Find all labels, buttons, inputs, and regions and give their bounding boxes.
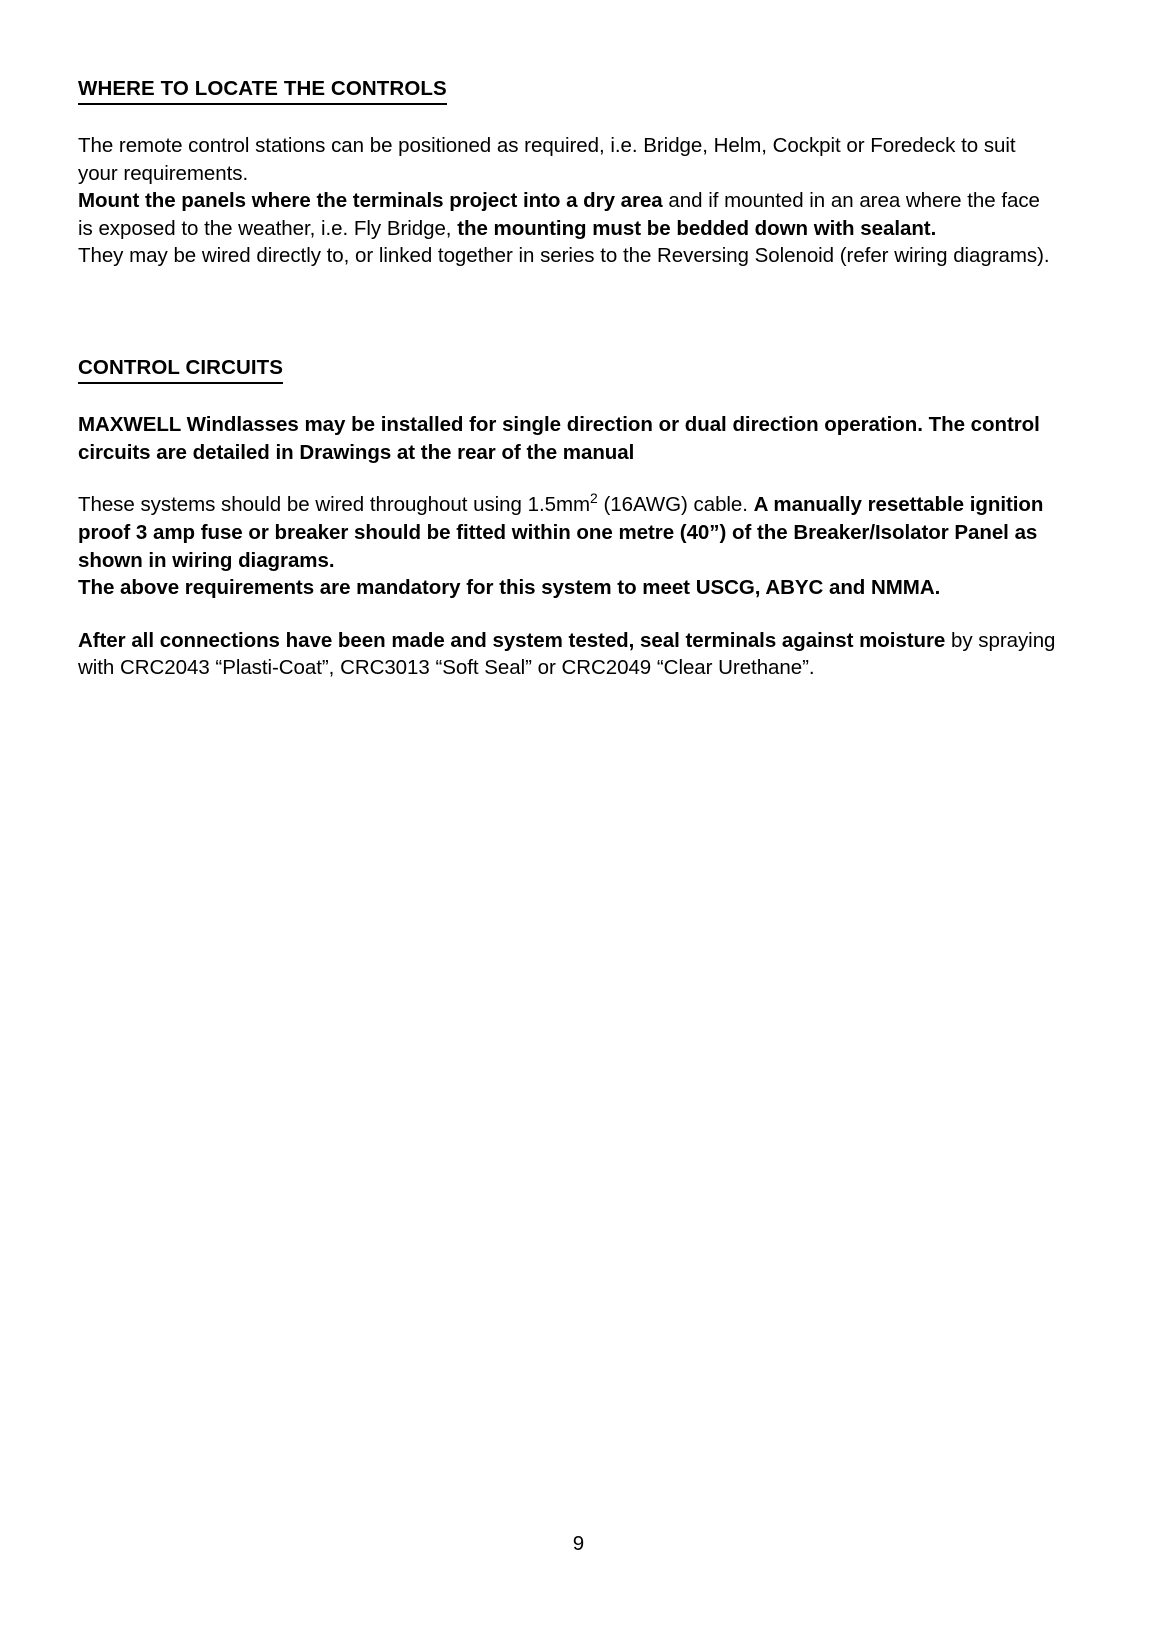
page-number: 9 <box>572 1532 585 1555</box>
section-title: WHERE TO LOCATE THE CONTROLS <box>78 76 447 105</box>
page-content <box>78 76 1056 682</box>
spacer <box>78 105 1056 132</box>
paragraph-remote-control-stations: The remote control stations can be positioned as required, i.e. Bridge, Helm, Cockpit or Foredeck to suit your requirements. <box>78 134 1016 185</box>
section-title: CONTROL CIRCUITS <box>78 355 283 384</box>
paragraph-wiring-spec: These systems should be wired throughout using $1.5mm^2$ (16AWG) cable. A manually resettable ignition proof 3 amp fuse or breaker should be fitted within one metre (40”) of the Breaker/Isolator Panel as shown in wiring diagrams. <box>78 490 1044 572</box>
spacer <box>78 466 1056 491</box>
paragraph-seal-terminals: After all connections have been made and system tested, seal terminals against moisture by spraying with CRC2043 “Plasti-Coat”, CRC3013 “Soft Seal” or CRC2049 “Clear Urethane”. <box>78 628 1056 680</box>
paragraph-maxwell-windlasses: MAXWELL Windlasses may be installed for single direction or dual direction operation. The control circuits are detailed in Drawings at the rear of the manual <box>78 413 1040 464</box>
paragraph-mount-the-panels: Mount the panels where the terminals project into a dry area and if mounted in an area where the face is exposed to the weather, i.e. Fly Bridge, the mounting must be bedded down with sealant. <box>78 189 1040 240</box>
spacer <box>78 270 1056 355</box>
paragraph-mandatory-requirements: The above requirements are mandatory for this system to meet USCG, ABYC and NMMA. <box>78 576 941 600</box>
spacer <box>78 384 1056 411</box>
paragraph-wired-directly: They may be wired directly to, or linked together in series to the Reversing Solenoid (refer wiring diagrams). <box>78 244 1050 268</box>
section-heading-control-circuits <box>78 355 1056 384</box>
section-heading-where-to-locate <box>78 76 1056 105</box>
spacer <box>78 602 1056 627</box>
